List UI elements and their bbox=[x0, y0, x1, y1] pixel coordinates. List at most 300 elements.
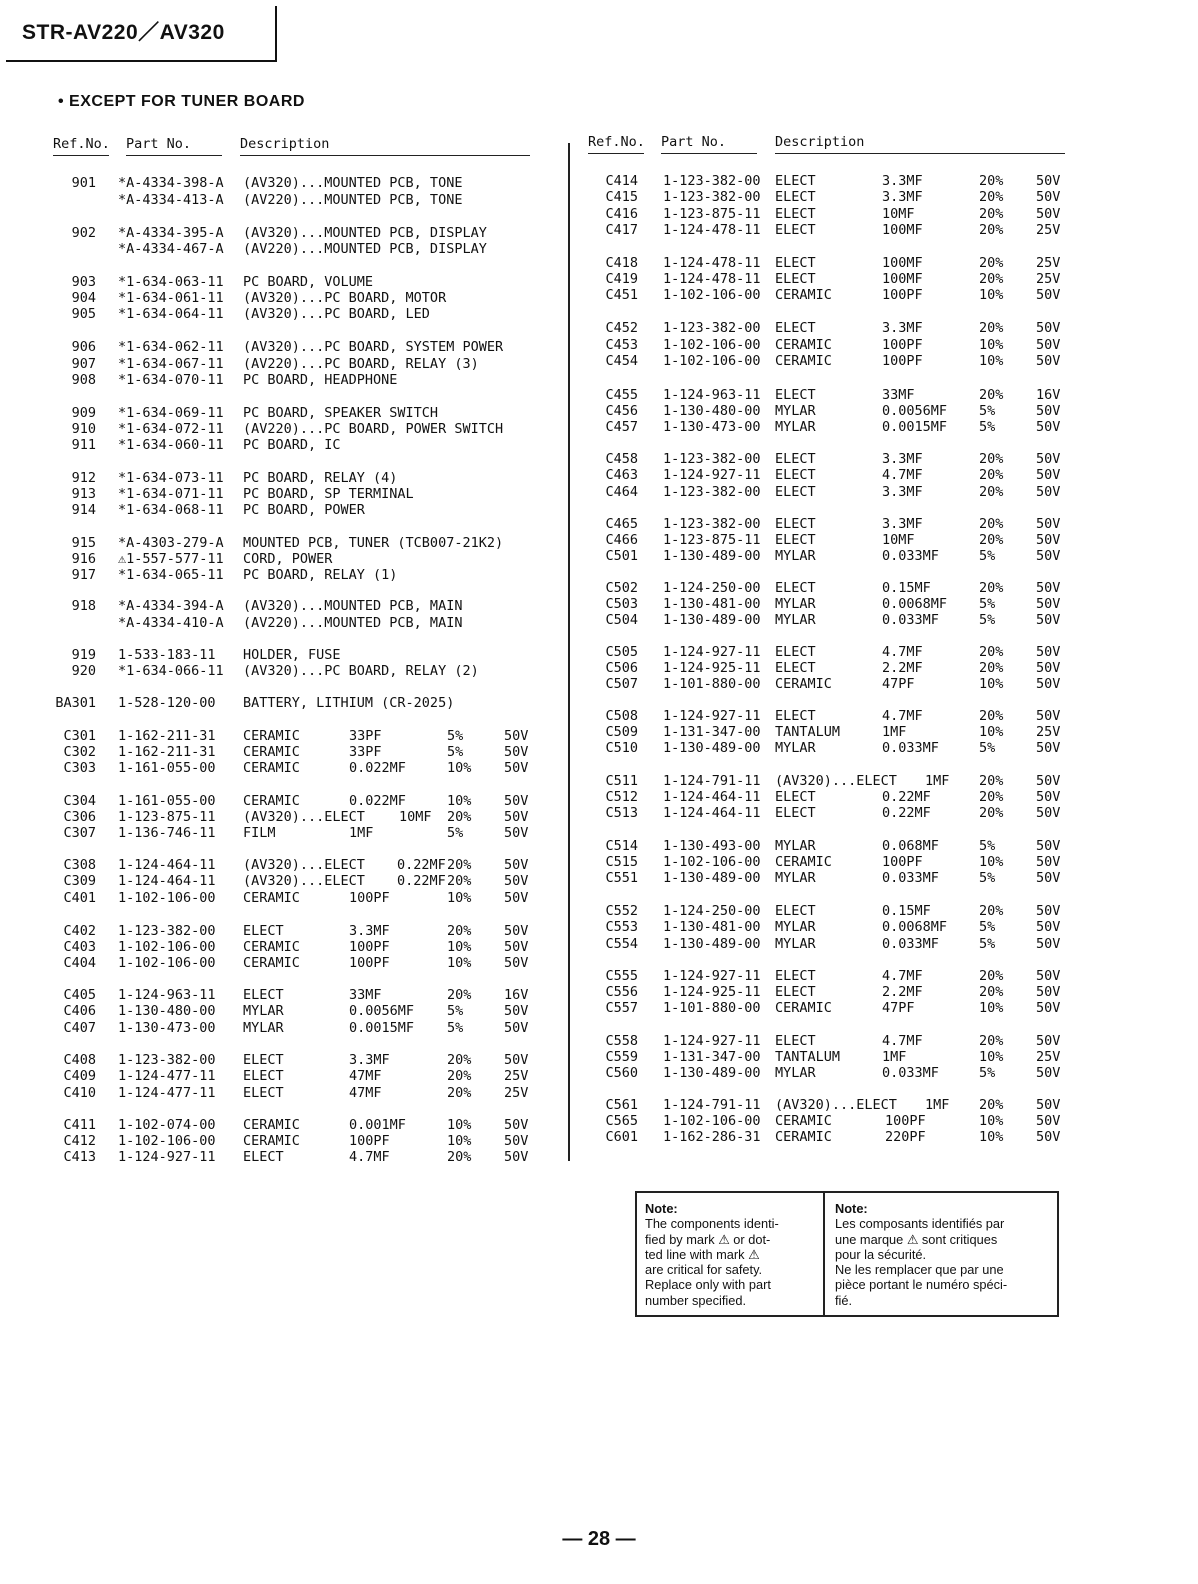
part-no: *1-634-060-11 bbox=[118, 437, 224, 453]
rating: 25V bbox=[1036, 222, 1061, 238]
tolerance: 20% bbox=[979, 660, 1004, 676]
part-no: *A-4303-279-A bbox=[118, 535, 224, 551]
part-no: 1-130-489-00 bbox=[663, 936, 761, 952]
value: 4.7MF bbox=[349, 1149, 390, 1165]
rating: 50V bbox=[1036, 580, 1061, 596]
rating: 25V bbox=[504, 1068, 529, 1084]
rating: 50V bbox=[504, 825, 529, 841]
description: (AV320)...ELECT bbox=[243, 809, 365, 825]
rating: 50V bbox=[1036, 467, 1061, 483]
rating: 50V bbox=[1036, 789, 1061, 805]
note-en-line: ted line with mark ⚠ bbox=[645, 1246, 760, 1262]
description: TANTALUM bbox=[775, 1049, 841, 1065]
ref-no: 908 bbox=[71, 372, 96, 388]
value: 0.033MF bbox=[882, 548, 939, 564]
part-no: 1-130-473-00 bbox=[118, 1020, 216, 1036]
rating: 50V bbox=[1036, 936, 1061, 952]
part-no: 1-533-183-11 bbox=[118, 647, 216, 663]
part-no: 1-123-382-00 bbox=[663, 516, 761, 532]
value: 0.0056MF bbox=[349, 1003, 415, 1019]
rating: 50V bbox=[1036, 173, 1061, 189]
value: 100PF bbox=[349, 939, 390, 955]
description: CERAMIC bbox=[243, 1133, 300, 1149]
note-en-line: number specified. bbox=[645, 1292, 747, 1308]
part-no: 1-123-382-00 bbox=[118, 923, 216, 939]
ref-no: C509 bbox=[605, 724, 638, 740]
rating: 50V bbox=[504, 1003, 529, 1019]
value: 220PF bbox=[885, 1129, 926, 1145]
part-no: 1-124-464-11 bbox=[118, 857, 216, 873]
part-no: 1-124-478-11 bbox=[663, 255, 761, 271]
ref-no: C413 bbox=[63, 1149, 96, 1165]
value: 100PF bbox=[882, 287, 923, 303]
note-fr-line: une marque ⚠ sont critiques bbox=[835, 1231, 998, 1247]
value: 3.3MF bbox=[882, 320, 923, 336]
value: 0.068MF bbox=[882, 838, 939, 854]
rating: 50V bbox=[504, 809, 529, 825]
description: CERAMIC bbox=[243, 744, 300, 760]
part-no: 1-102-106-00 bbox=[663, 1113, 761, 1129]
part-no: 1-130-489-00 bbox=[663, 870, 761, 886]
value: 2.2MF bbox=[882, 984, 923, 1000]
description: (AV220)...PC BOARD, POWER SWITCH bbox=[243, 421, 504, 437]
tolerance: 5% bbox=[979, 740, 996, 756]
note-fr-line: Les composants identifiés par bbox=[835, 1216, 1005, 1232]
part-no: 1-124-477-11 bbox=[118, 1085, 216, 1101]
value: 100PF bbox=[882, 854, 923, 870]
ref-no: C465 bbox=[605, 516, 638, 532]
part-no: 1-102-106-00 bbox=[663, 353, 761, 369]
tolerance: 10% bbox=[447, 1133, 472, 1149]
description: ELECT bbox=[243, 1085, 284, 1101]
tolerance: 10% bbox=[979, 724, 1004, 740]
part-no: 1-124-927-11 bbox=[663, 644, 761, 660]
tolerance: 20% bbox=[979, 805, 1004, 821]
tolerance: 5% bbox=[979, 919, 996, 935]
value: 4.7MF bbox=[882, 708, 923, 724]
description: MYLAR bbox=[775, 1065, 816, 1081]
tolerance: 20% bbox=[979, 968, 1004, 984]
part-no: 1-162-286-31 bbox=[663, 1129, 761, 1145]
value: 0.022MF bbox=[349, 793, 406, 809]
value: 1MF bbox=[882, 724, 907, 740]
part-no: 1-124-927-11 bbox=[663, 1033, 761, 1049]
ref-no: C407 bbox=[63, 1020, 96, 1036]
description: ELECT bbox=[775, 644, 816, 660]
tolerance: 10% bbox=[447, 760, 472, 776]
note-en-line: fied by mark ⚠ or dot- bbox=[645, 1231, 771, 1247]
part-no: 1-124-927-11 bbox=[118, 1149, 216, 1165]
part-no: 1-124-477-11 bbox=[118, 1068, 216, 1084]
description: ELECT bbox=[775, 580, 816, 596]
tolerance: 20% bbox=[979, 1097, 1004, 1113]
rating: 25V bbox=[1036, 1049, 1061, 1065]
tolerance: 5% bbox=[447, 728, 464, 744]
ref-no: C515 bbox=[605, 854, 638, 870]
ref-no: 916 bbox=[71, 551, 96, 567]
rating: 50V bbox=[1036, 353, 1061, 369]
description: (AV220)...MOUNTED PCB, MAIN bbox=[243, 615, 463, 631]
description: ELECT bbox=[775, 484, 816, 500]
part-no: 1-123-382-00 bbox=[663, 320, 761, 336]
tolerance: 20% bbox=[979, 206, 1004, 222]
part-no: 1-102-106-00 bbox=[118, 955, 216, 971]
rating: 25V bbox=[504, 1085, 529, 1101]
ref-no: C306 bbox=[63, 809, 96, 825]
rating: 50V bbox=[504, 1052, 529, 1068]
ref-no: 912 bbox=[71, 470, 96, 486]
tolerance: 10% bbox=[979, 353, 1004, 369]
description: MYLAR bbox=[775, 870, 816, 886]
description: MYLAR bbox=[775, 419, 816, 435]
description: (AV320)...ELECT bbox=[243, 873, 365, 889]
rating: 50V bbox=[504, 923, 529, 939]
rating: 50V bbox=[504, 760, 529, 776]
description: ELECT bbox=[775, 805, 816, 821]
tolerance: 10% bbox=[979, 1049, 1004, 1065]
value: 2.2MF bbox=[882, 660, 923, 676]
value: 0.22MF bbox=[397, 873, 446, 889]
description: ELECT bbox=[775, 320, 816, 336]
ref-no: C307 bbox=[63, 825, 96, 841]
description: MYLAR bbox=[775, 919, 816, 935]
part-no: 1-124-925-11 bbox=[663, 984, 761, 1000]
tolerance: 10% bbox=[447, 890, 472, 906]
description: CERAMIC bbox=[775, 287, 832, 303]
description: CERAMIC bbox=[243, 760, 300, 776]
part-no: ⚠1-557-577-11 bbox=[118, 551, 224, 567]
ref-no: C510 bbox=[605, 740, 638, 756]
description: CERAMIC bbox=[243, 955, 300, 971]
description: ELECT bbox=[775, 255, 816, 271]
part-no: 1-124-927-11 bbox=[663, 968, 761, 984]
part-no: *A-4334-398-A bbox=[118, 175, 224, 191]
ref-no: C411 bbox=[63, 1117, 96, 1133]
part-no: *A-4334-413-A bbox=[118, 192, 224, 208]
value: 0.033MF bbox=[882, 1065, 939, 1081]
value: 100PF bbox=[885, 1113, 926, 1129]
tolerance: 5% bbox=[979, 548, 996, 564]
ref-no: C514 bbox=[605, 838, 638, 854]
ref-no: C416 bbox=[605, 206, 638, 222]
description: ELECT bbox=[775, 173, 816, 189]
tolerance: 20% bbox=[979, 984, 1004, 1000]
note-fr-line: pour la sécurité. bbox=[835, 1246, 927, 1262]
description: CERAMIC bbox=[243, 890, 300, 906]
part-no: 1-123-382-00 bbox=[663, 451, 761, 467]
ref-no: C302 bbox=[63, 744, 96, 760]
rating: 50V bbox=[504, 1020, 529, 1036]
note-french bbox=[835, 1201, 1007, 1308]
tolerance: 20% bbox=[447, 1085, 472, 1101]
value: 33MF bbox=[882, 387, 915, 403]
ref-no: C455 bbox=[605, 387, 638, 403]
header-rule-vertical bbox=[275, 6, 277, 62]
tolerance: 10% bbox=[447, 955, 472, 971]
ref-no: 906 bbox=[71, 339, 96, 355]
part-no: 1-161-055-00 bbox=[118, 760, 216, 776]
part-no: 1-123-875-11 bbox=[118, 809, 216, 825]
description: MYLAR bbox=[775, 403, 816, 419]
value: 100MF bbox=[882, 222, 923, 238]
tolerance: 20% bbox=[447, 1052, 472, 1068]
ref-no: C406 bbox=[63, 1003, 96, 1019]
description: CERAMIC bbox=[775, 1113, 832, 1129]
ref-no: C504 bbox=[605, 612, 638, 628]
value: 10MF bbox=[882, 206, 915, 222]
description: ELECT bbox=[775, 467, 816, 483]
value: 10MF bbox=[399, 809, 432, 825]
rating: 25V bbox=[1036, 724, 1061, 740]
left-col-part-header: Part No. bbox=[126, 136, 192, 152]
value: 4.7MF bbox=[882, 968, 923, 984]
ref-no: 909 bbox=[71, 405, 96, 421]
description: FILM bbox=[243, 825, 276, 841]
rating: 50V bbox=[1036, 968, 1061, 984]
description: CERAMIC bbox=[775, 854, 832, 870]
rating: 50V bbox=[1036, 1113, 1061, 1129]
ref-no: C418 bbox=[605, 255, 638, 271]
tolerance: 5% bbox=[979, 403, 996, 419]
tolerance: 20% bbox=[979, 484, 1004, 500]
description: ELECT bbox=[775, 387, 816, 403]
description: PC BOARD, RELAY (4) bbox=[243, 470, 398, 486]
part-no: 1-130-489-00 bbox=[663, 548, 761, 564]
ref-no: C556 bbox=[605, 984, 638, 1000]
part-no: *1-634-066-11 bbox=[118, 663, 224, 679]
tolerance: 5% bbox=[979, 870, 996, 886]
value: 100PF bbox=[349, 890, 390, 906]
rating: 50V bbox=[1036, 1000, 1061, 1016]
description: (AV320)...ELECT bbox=[775, 773, 897, 789]
value: 3.3MF bbox=[882, 451, 923, 467]
rating: 50V bbox=[1036, 516, 1061, 532]
note-en-line: The components identi- bbox=[645, 1216, 779, 1232]
value: 3.3MF bbox=[882, 516, 923, 532]
ref-no: C463 bbox=[605, 467, 638, 483]
part-no: 1-130-489-00 bbox=[663, 1065, 761, 1081]
ref-no: C419 bbox=[605, 271, 638, 287]
tolerance: 20% bbox=[447, 809, 472, 825]
tolerance: 20% bbox=[447, 1149, 472, 1165]
part-no: 1-130-493-00 bbox=[663, 838, 761, 854]
description: MYLAR bbox=[243, 1003, 284, 1019]
rating: 50V bbox=[504, 1149, 529, 1165]
description: CERAMIC bbox=[243, 793, 300, 809]
rating: 50V bbox=[1036, 451, 1061, 467]
part-no: *A-4334-467-A bbox=[118, 241, 224, 257]
right-ref-underline bbox=[588, 153, 644, 154]
ref-no: C552 bbox=[605, 903, 638, 919]
value: 33MF bbox=[349, 987, 382, 1003]
tolerance: 10% bbox=[979, 1113, 1004, 1129]
ref-no: C404 bbox=[63, 955, 96, 971]
part-no: 1-124-791-11 bbox=[663, 1097, 761, 1113]
description: ELECT bbox=[243, 987, 284, 1003]
value: 3.3MF bbox=[882, 173, 923, 189]
rating: 50V bbox=[504, 793, 529, 809]
rating: 50V bbox=[1036, 984, 1061, 1000]
rating: 50V bbox=[1036, 612, 1061, 628]
ref-no: 911 bbox=[71, 437, 96, 453]
part-no: 1-130-481-00 bbox=[663, 596, 761, 612]
ref-no: C456 bbox=[605, 403, 638, 419]
description: PC BOARD, RELAY (1) bbox=[243, 567, 398, 583]
rating: 50V bbox=[1036, 287, 1061, 303]
ref-no: C551 bbox=[605, 870, 638, 886]
ref-no: 901 bbox=[71, 175, 96, 191]
part-no: 1-102-106-00 bbox=[118, 890, 216, 906]
rating: 50V bbox=[504, 1117, 529, 1133]
part-no: 1-124-478-11 bbox=[663, 222, 761, 238]
part-no: 1-102-106-00 bbox=[118, 1133, 216, 1149]
part-no: *1-634-062-11 bbox=[118, 339, 224, 355]
ref-no: C417 bbox=[605, 222, 638, 238]
tolerance: 20% bbox=[979, 773, 1004, 789]
part-no: 1-124-250-00 bbox=[663, 580, 761, 596]
tolerance: 20% bbox=[979, 222, 1004, 238]
value: 1MF bbox=[925, 1097, 950, 1113]
value: 0.22MF bbox=[882, 789, 931, 805]
ref-no: C453 bbox=[605, 337, 638, 353]
tolerance: 20% bbox=[979, 467, 1004, 483]
right-col-ref-header: Ref.No. bbox=[588, 134, 645, 150]
tolerance: 20% bbox=[979, 532, 1004, 548]
ref-no: C409 bbox=[63, 1068, 96, 1084]
ref-no: C451 bbox=[605, 287, 638, 303]
description: ELECT bbox=[775, 984, 816, 1000]
ref-no: C454 bbox=[605, 353, 638, 369]
ref-no: 905 bbox=[71, 306, 96, 322]
value: 1MF bbox=[882, 1049, 907, 1065]
tolerance: 20% bbox=[979, 173, 1004, 189]
description: (AV220)...PC BOARD, RELAY (3) bbox=[243, 356, 479, 372]
part-no: 1-102-106-00 bbox=[118, 939, 216, 955]
value: 1MF bbox=[925, 773, 950, 789]
ref-no: C554 bbox=[605, 936, 638, 952]
part-no: 1-130-473-00 bbox=[663, 419, 761, 435]
description: (AV320)...PC BOARD, RELAY (2) bbox=[243, 663, 479, 679]
ref-no: C507 bbox=[605, 676, 638, 692]
tolerance: 20% bbox=[979, 451, 1004, 467]
part-no: 1-124-464-11 bbox=[663, 805, 761, 821]
rating: 50V bbox=[1036, 548, 1061, 564]
part-no: 1-124-250-00 bbox=[663, 903, 761, 919]
description: (AV320)...PC BOARD, MOTOR bbox=[243, 290, 447, 306]
tolerance: 10% bbox=[979, 287, 1004, 303]
value: 33PF bbox=[349, 744, 382, 760]
tolerance: 5% bbox=[979, 596, 996, 612]
rating: 50V bbox=[1036, 870, 1061, 886]
description: PC BOARD, SP TERMINAL bbox=[243, 486, 414, 502]
description: ELECT bbox=[775, 206, 816, 222]
ref-no: C301 bbox=[63, 728, 96, 744]
ref-no: C304 bbox=[63, 793, 96, 809]
part-no: 1-131-347-00 bbox=[663, 724, 761, 740]
part-no: 1-123-875-11 bbox=[663, 532, 761, 548]
right-part-underline bbox=[661, 153, 757, 154]
ref-no: C559 bbox=[605, 1049, 638, 1065]
description: ELECT bbox=[243, 1068, 284, 1084]
part-no: 1-130-481-00 bbox=[663, 919, 761, 935]
part-no: *1-634-072-11 bbox=[118, 421, 224, 437]
description: CERAMIC bbox=[775, 337, 832, 353]
note-fr-line: fié. bbox=[835, 1292, 853, 1308]
value: 10MF bbox=[882, 532, 915, 548]
value: 4.7MF bbox=[882, 467, 923, 483]
tolerance: 20% bbox=[447, 987, 472, 1003]
tolerance: 10% bbox=[979, 854, 1004, 870]
rating: 50V bbox=[1036, 660, 1061, 676]
part-no: 1-124-478-11 bbox=[663, 271, 761, 287]
ref-no: C555 bbox=[605, 968, 638, 984]
part-no: *1-634-069-11 bbox=[118, 405, 224, 421]
rating: 50V bbox=[1036, 189, 1061, 205]
note-fr-line: pièce portant le numéro spéci- bbox=[835, 1277, 1008, 1293]
right-col-desc-header: Description bbox=[775, 134, 865, 150]
ref-no: 902 bbox=[71, 225, 96, 241]
value: 100PF bbox=[882, 353, 923, 369]
part-no: 1-123-382-00 bbox=[663, 173, 761, 189]
part-no: *1-634-065-11 bbox=[118, 567, 224, 583]
rating: 50V bbox=[1036, 337, 1061, 353]
rating: 50V bbox=[1036, 419, 1061, 435]
tolerance: 20% bbox=[979, 903, 1004, 919]
description: ELECT bbox=[775, 451, 816, 467]
ref-no: C508 bbox=[605, 708, 638, 724]
left-part-underline bbox=[126, 155, 222, 156]
value: 0.033MF bbox=[882, 612, 939, 628]
note-fr-title: Note: bbox=[835, 1201, 868, 1216]
rating: 50V bbox=[1036, 1065, 1061, 1081]
value: 0.0056MF bbox=[882, 403, 948, 419]
tolerance: 10% bbox=[979, 676, 1004, 692]
ref-no: C464 bbox=[605, 484, 638, 500]
part-no: 1-124-791-11 bbox=[663, 773, 761, 789]
value: 0.033MF bbox=[882, 740, 939, 756]
tolerance: 10% bbox=[979, 1129, 1004, 1145]
ref-no: C457 bbox=[605, 419, 638, 435]
tolerance: 20% bbox=[979, 189, 1004, 205]
rating: 25V bbox=[1036, 271, 1061, 287]
ref-no: C458 bbox=[605, 451, 638, 467]
description: MYLAR bbox=[775, 838, 816, 854]
ref-no: C466 bbox=[605, 532, 638, 548]
ref-no: BA301 bbox=[55, 695, 96, 711]
part-no: *1-634-071-11 bbox=[118, 486, 224, 502]
description: (AV220)...MOUNTED PCB, DISPLAY bbox=[243, 241, 487, 257]
ref-no: C512 bbox=[605, 789, 638, 805]
part-no: 1-102-074-00 bbox=[118, 1117, 216, 1133]
part-no: *1-634-068-11 bbox=[118, 502, 224, 518]
right-col-part-header: Part No. bbox=[661, 134, 727, 150]
part-no: 1-123-382-00 bbox=[118, 1052, 216, 1068]
tolerance: 20% bbox=[979, 271, 1004, 287]
rating: 50V bbox=[504, 873, 529, 889]
part-no: 1-162-211-31 bbox=[118, 744, 216, 760]
part-no: 1-102-106-00 bbox=[663, 854, 761, 870]
description: PC BOARD, POWER bbox=[243, 502, 365, 518]
ref-no: C553 bbox=[605, 919, 638, 935]
value: 33PF bbox=[349, 728, 382, 744]
description: PC BOARD, VOLUME bbox=[243, 274, 374, 290]
rating: 50V bbox=[504, 857, 529, 873]
description: ELECT bbox=[775, 532, 816, 548]
note-separator bbox=[823, 1193, 825, 1315]
tolerance: 20% bbox=[979, 1033, 1004, 1049]
ref-no: 913 bbox=[71, 486, 96, 502]
part-no: *1-634-067-11 bbox=[118, 356, 224, 372]
